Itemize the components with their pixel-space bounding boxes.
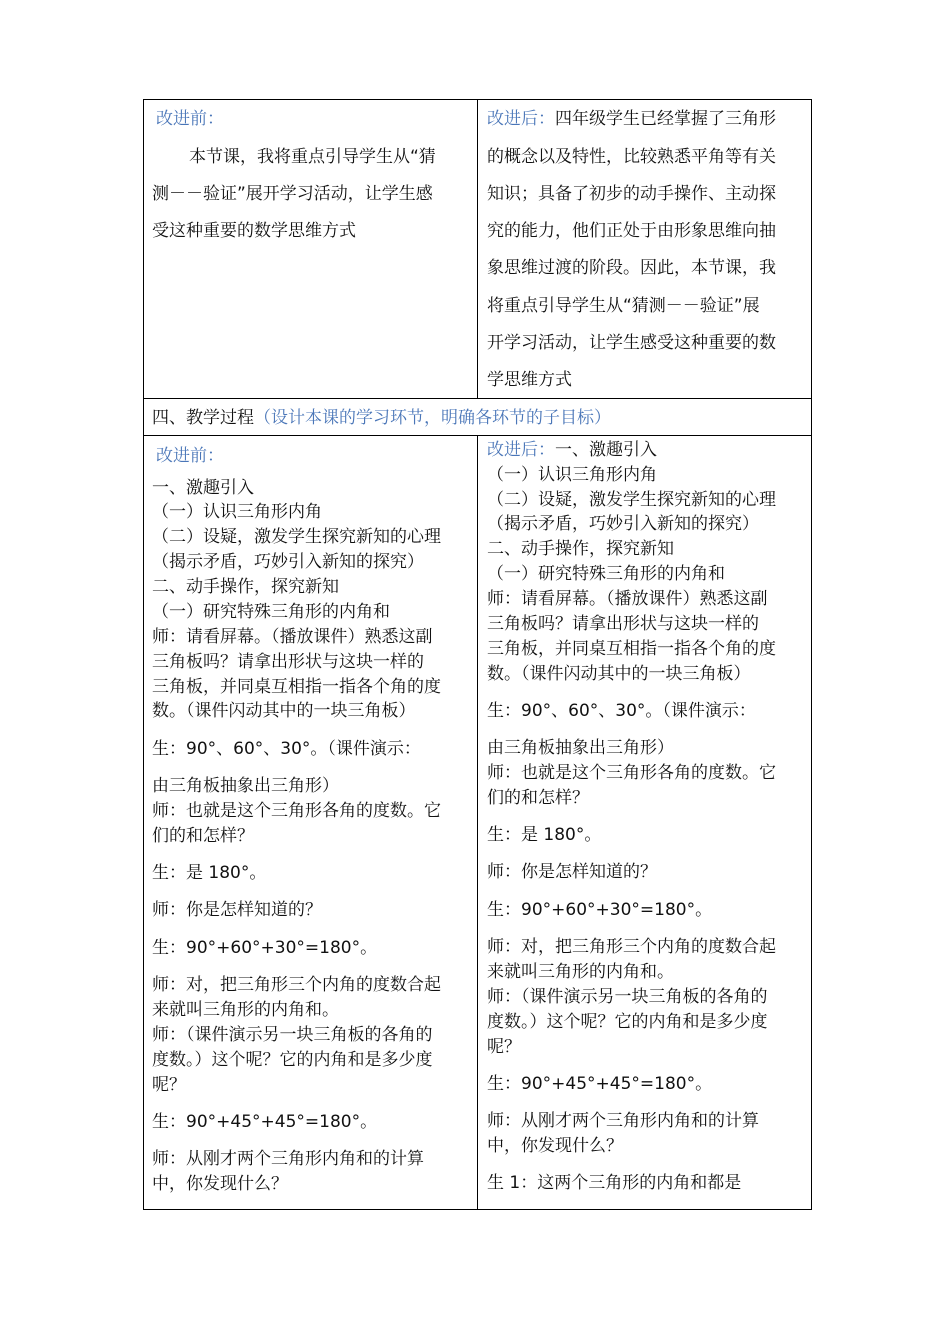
bottom-left-line: 三角板，并同桌互相指一指各个角的度 [152, 677, 441, 697]
bottom-right-line: 中，你发现什么？ [487, 1136, 623, 1156]
bottom-left-line: （揭示矛盾，巧妙引入新知的探究） [152, 552, 424, 572]
bottom-right-line: 由三角板抽象出三角形） [487, 738, 674, 758]
top-right-first-text: 四年级学生已经掌握了三角形 [555, 109, 776, 129]
bottom-right-line: 呢？ [487, 1037, 521, 1057]
bottom-right-line: 师：（课件演示另一块三角板的各角的 [487, 987, 768, 1007]
bottom-left-line: 三角板吗？请拿出形状与这块一样的 [152, 652, 424, 672]
bottom-left-line: 二、动手操作，探究新知 [152, 577, 339, 597]
bottom-right-label: 改进后： [487, 440, 555, 460]
bottom-right-line: 师：从刚才两个三角形内角和的计算 [487, 1111, 759, 1131]
bottom-right-line: 三角板，并同桌互相指一指各个角的度 [487, 639, 776, 659]
top-right-first-line [487, 108, 776, 130]
bottom-right-line: 师：你是怎样知道的？ [487, 862, 657, 882]
bottom-left-line: （一）研究特殊三角形的内角和 [152, 602, 390, 622]
bottom-left-line: 度数。）这个呢？它的内角和是多少度 [152, 1050, 433, 1070]
top-right-line: 学思维方式 [487, 370, 572, 390]
bottom-right-first-text: 一、激趣引入 [555, 440, 657, 460]
table-divider-bottom [477, 435, 478, 1210]
bottom-left-line: 中，你发现什么？ [152, 1174, 288, 1194]
bottom-left-line: 来就叫三角形的内角和。 [152, 1000, 339, 1020]
top-right-label: 改进后： [487, 109, 555, 129]
bottom-left-line: （一）认识三角形内角 [152, 502, 322, 522]
top-left-line: 测－－验证”展开学习活动，让学生感 [152, 184, 433, 204]
table-border-left [143, 99, 144, 1210]
section-note: （设计本课的学习环节，明确各环节的子目标） [254, 408, 611, 428]
bottom-left-line: 生：90°+45°+45°=180°。 [152, 1112, 378, 1132]
bottom-left-line: 师：从刚才两个三角形内角和的计算 [152, 1149, 424, 1169]
bottom-right-line: 生：90°+60°+30°=180°。 [487, 900, 713, 920]
bottom-right-line: 师：请看屏幕。（播放课件）熟悉这副 [487, 589, 768, 609]
bottom-right-line: 三角板吗？请拿出形状与这块一样的 [487, 614, 759, 634]
bottom-left-line: 数。（课件闪动其中的一块三角板） [152, 701, 416, 721]
bottom-left-line: 师：也就是这个三角形各角的度数。它 [152, 801, 441, 821]
top-right-line: 将重点引导学生从“猜测－－验证”展 [487, 296, 760, 316]
bottom-left-line: 一、激趣引入 [152, 478, 254, 498]
bottom-right-line: （一）认识三角形内角 [487, 465, 657, 485]
bottom-right-line: 生 1：这两个三角形的内角和都是 [487, 1173, 742, 1193]
top-right-line: 究的能力，他们正处于由形象思维向抽 [487, 221, 776, 241]
bottom-left-line: 生：是 180°。 [152, 863, 267, 883]
bottom-right-line: 师：也就是这个三角形各角的度数。它 [487, 763, 776, 783]
bottom-left-line: 呢？ [152, 1075, 186, 1095]
bottom-right-line: 来就叫三角形的内角和。 [487, 962, 674, 982]
top-right-line: 知识；具备了初步的动手操作、主动探 [487, 184, 776, 204]
bottom-right-line: 师：对，把三角形三个内角的度数合起 [487, 937, 776, 957]
bottom-right-line: （揭示矛盾，巧妙引入新知的探究） [487, 514, 759, 534]
bottom-left-line: 由三角板抽象出三角形） [152, 776, 339, 796]
bottom-right-line: 生：90°、60°、30°。（课件演示： [487, 701, 756, 721]
bottom-left-line: 们的和怎样？ [152, 826, 254, 846]
top-left-line: 本节课，我将重点引导学生从“猜 [189, 147, 436, 167]
top-right-line: 开学习活动，让学生感受这种重要的数 [487, 333, 776, 353]
bottom-left-line: （二）设疑，激发学生探究新知的心理 [152, 527, 441, 547]
bottom-right-first-line [487, 439, 657, 461]
bottom-right-line: （二）设疑，激发学生探究新知的心理 [487, 490, 776, 510]
bottom-left-line: 生：90°、60°、30°。（课件演示： [152, 739, 421, 759]
table-border-right [811, 99, 812, 1210]
bottom-left-line: 师：（课件演示另一块三角板的各角的 [152, 1025, 433, 1045]
top-right-line: 象思维过渡的阶段。因此，本节课，我 [487, 258, 776, 278]
bottom-left-label: 改进前： [156, 446, 224, 466]
section-heading [152, 407, 611, 429]
bottom-right-line: 生：90°+45°+45°=180°。 [487, 1074, 713, 1094]
top-left-line: 受这种重要的数学思维方式 [152, 221, 356, 241]
top-right-line: 的概念以及特性，比较熟悉平角等有关 [487, 147, 776, 167]
bottom-left-line: 生：90°+60°+30°=180°。 [152, 938, 378, 958]
section-title: 四、教学过程 [152, 408, 254, 428]
bottom-left-line: 师：对，把三角形三个内角的度数合起 [152, 975, 441, 995]
bottom-right-line: 们的和怎样？ [487, 788, 589, 808]
bottom-left-line: 师：你是怎样知道的？ [152, 900, 322, 920]
bottom-right-line: 数。（课件闪动其中的一块三角板） [487, 664, 751, 684]
bottom-right-line: 二、动手操作，探究新知 [487, 539, 674, 559]
bottom-right-line: 度数。）这个呢？它的内角和是多少度 [487, 1012, 768, 1032]
bottom-right-line: （一）研究特殊三角形的内角和 [487, 564, 725, 584]
bottom-left-line: 师：请看屏幕。（播放课件）熟悉这副 [152, 627, 433, 647]
bottom-right-line: 生：是 180°。 [487, 825, 602, 845]
table-divider-top [477, 99, 478, 399]
top-left-label: 改进前： [156, 109, 224, 129]
